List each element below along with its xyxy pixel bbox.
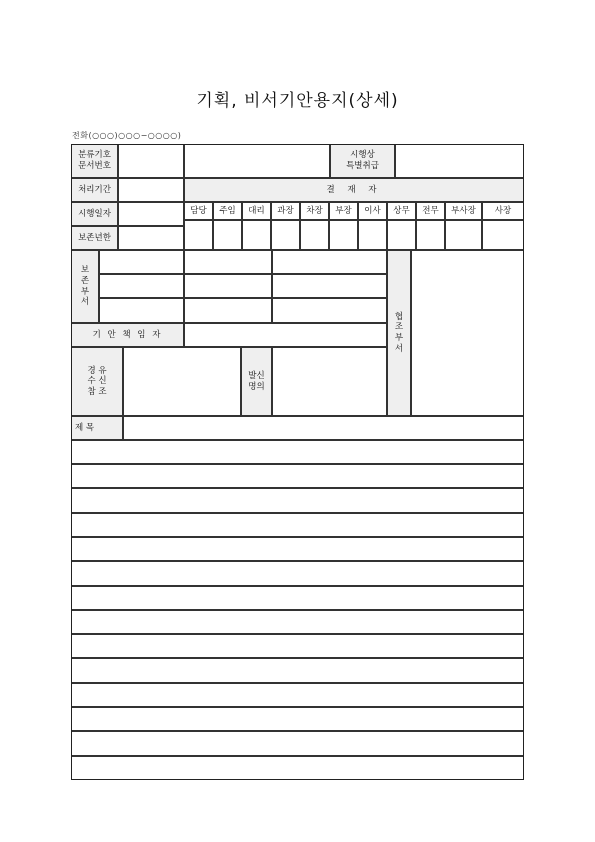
approver-title: 이사: [358, 202, 387, 220]
body-line[interactable]: [71, 683, 524, 707]
approver-title: 전무: [416, 202, 445, 220]
retain-dept-field[interactable]: [184, 250, 272, 274]
body-line[interactable]: [71, 731, 524, 756]
body-line[interactable]: [71, 610, 524, 634]
coop-dept-value[interactable]: [411, 250, 524, 416]
retain-dept-field[interactable]: [184, 274, 272, 298]
approver-title: 차장: [300, 202, 329, 220]
retain-dept-field[interactable]: [272, 274, 387, 298]
approver-title: 사장: [482, 202, 524, 220]
signature-box[interactable]: [482, 220, 524, 250]
signature-box[interactable]: [242, 220, 271, 250]
retain-dept-field[interactable]: [272, 250, 387, 274]
exec-date-value[interactable]: [118, 202, 184, 226]
document-title: 기획, 비서기안용지(상세): [196, 91, 399, 111]
proc-period-value[interactable]: [118, 178, 184, 202]
retain-dept-field[interactable]: [99, 250, 184, 274]
body-line[interactable]: [71, 756, 524, 780]
body-line[interactable]: [71, 586, 524, 610]
signature-box[interactable]: [271, 220, 300, 250]
signature-box[interactable]: [213, 220, 242, 250]
body-line[interactable]: [71, 488, 524, 513]
body-line[interactable]: [71, 634, 524, 658]
body-line[interactable]: [71, 440, 524, 464]
header-blank-field[interactable]: [184, 144, 330, 178]
approver-title: 상무: [387, 202, 416, 220]
signature-box[interactable]: [300, 220, 329, 250]
via-recipient-ref-value[interactable]: [123, 347, 241, 416]
signature-box[interactable]: [329, 220, 358, 250]
approver-title: 담당: [184, 202, 213, 220]
coop-dept-label: 협 조 부 서: [387, 250, 411, 416]
retain-dept-label: 보 존 부 서: [71, 250, 99, 323]
drafter-label: 기 안 책 임 자: [71, 323, 184, 347]
body-line[interactable]: [71, 537, 524, 561]
body-line[interactable]: [71, 513, 524, 537]
signature-box[interactable]: [358, 220, 387, 250]
special-handling-label: 시행상 특별취급: [330, 144, 395, 178]
body-line[interactable]: [71, 561, 524, 586]
approval-header: 결 재 자: [184, 178, 524, 202]
retain-dept-field[interactable]: [99, 274, 184, 298]
retention-label: 보존년한: [71, 226, 118, 250]
signature-box[interactable]: [387, 220, 416, 250]
approver-title: 과장: [271, 202, 300, 220]
class-docno-label: 분류기호 문서번호: [71, 144, 118, 178]
sender-label: 발신 명의: [241, 347, 272, 416]
sender-value[interactable]: [272, 347, 387, 416]
signature-box[interactable]: [184, 220, 213, 250]
phone-number: 전화(○○○)○○○−○○○○): [72, 131, 182, 140]
proc-period-label: 처리기간: [71, 178, 118, 202]
subject-value[interactable]: [123, 416, 524, 440]
class-docno-value[interactable]: [118, 144, 184, 178]
signature-box[interactable]: [445, 220, 482, 250]
retain-dept-field[interactable]: [184, 298, 272, 323]
retain-dept-field[interactable]: [99, 298, 184, 323]
body-line[interactable]: [71, 464, 524, 488]
approver-title: 부장: [329, 202, 358, 220]
special-handling-value[interactable]: [395, 144, 524, 178]
exec-date-label: 시행일자: [71, 202, 118, 226]
drafter-value[interactable]: [184, 323, 387, 347]
body-line[interactable]: [71, 658, 524, 683]
retain-dept-field[interactable]: [272, 298, 387, 323]
subject-label: 제 목: [71, 416, 123, 440]
approver-title: 부사장: [445, 202, 482, 220]
signature-box[interactable]: [416, 220, 445, 250]
approver-title: 주임: [213, 202, 242, 220]
retention-value[interactable]: [118, 226, 184, 250]
approver-title: 대리: [242, 202, 271, 220]
via-recipient-ref-label: 경 유 수 신 참 조: [71, 347, 123, 416]
body-line[interactable]: [71, 707, 524, 731]
